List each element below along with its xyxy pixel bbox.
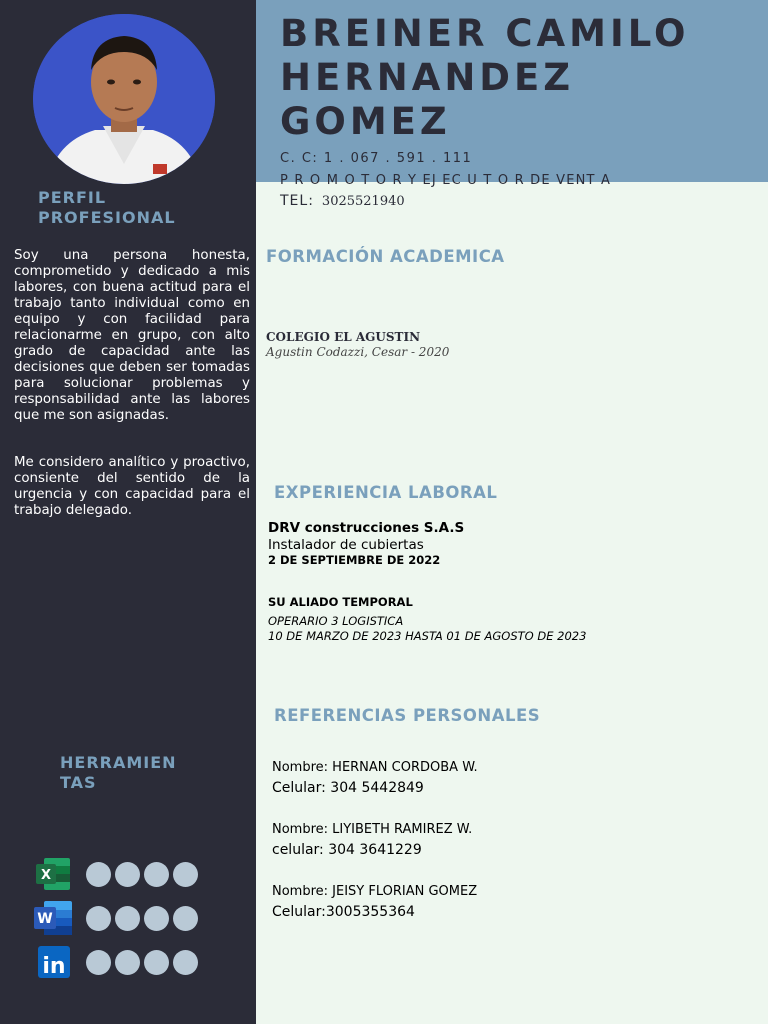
reference-1 — [272, 757, 478, 799]
full-name-line-1: BREINER CAMILO — [280, 12, 690, 55]
skill-dot — [115, 862, 140, 887]
experience-heading: EXPERIENCIA LABORAL — [274, 483, 498, 502]
job-date: 10 DE MARZO DE 2023 HASTA 01 DE AGOSTO DE 2023 — [268, 629, 587, 643]
skill-dot — [115, 950, 140, 975]
tools-heading — [60, 753, 177, 793]
linkedin-icon — [34, 943, 72, 981]
profile-heading-line-2: PROFESIONAL — [38, 208, 176, 227]
skill-dot — [144, 906, 169, 931]
education-entry — [266, 330, 449, 359]
reference-name: Nombre: HERNAN CORDOBA W. — [272, 760, 478, 775]
excel-skill-dots — [86, 862, 198, 887]
tool-row-linkedin — [34, 943, 198, 981]
skill-dot — [144, 950, 169, 975]
skill-dot — [173, 950, 198, 975]
skill-dot — [144, 862, 169, 887]
telephone — [280, 193, 405, 209]
skill-dot — [173, 906, 198, 931]
full-name — [280, 12, 760, 144]
job-entry-2 — [268, 594, 586, 644]
profile-paragraph-2: Me considero analítico y proactivo, consiente del sentido de la urgencia y con capacidad para el trabajo delegado. — [14, 455, 250, 518]
id-number: C. C: 1 . 067 . 591 . 111 — [280, 151, 473, 166]
job-date: 2 DE SEPTIEMBRE DE 2022 — [268, 553, 441, 567]
job-company: DRV construcciones S.A.S — [268, 520, 465, 536]
school-detail: Agustin Codazzi, Cesar - 2020 — [266, 345, 450, 359]
reference-phone: Celular:3005355364 — [272, 904, 415, 920]
skill-dot — [115, 906, 140, 931]
job-entry-1 — [268, 520, 464, 568]
school-name: COLEGIO EL AGUSTIN — [266, 330, 421, 344]
tool-row-excel — [34, 855, 198, 893]
reference-phone: celular: 304 3641229 — [272, 842, 422, 858]
references-heading: REFERENCIAS PERSONALES — [274, 706, 541, 725]
job-company: SU ALIADO TEMPORAL — [268, 595, 413, 609]
reference-3 — [272, 881, 477, 923]
skill-dot — [86, 906, 111, 931]
full-name-line-2: HERNANDEZ — [280, 56, 575, 99]
reference-name: Nombre: JEISY FLORIAN GOMEZ — [272, 884, 478, 899]
job-role: Instalador de cubiertas — [268, 537, 424, 553]
linkedin-skill-dots — [86, 950, 198, 975]
tools-heading-line-1: HERRAMIEN — [60, 753, 177, 772]
tools-heading-line-2: TAS — [60, 773, 97, 792]
skill-dot — [173, 862, 198, 887]
profile-heading — [38, 188, 176, 228]
skill-dot — [86, 862, 111, 887]
job-title: P R O M O T O R Y EJ EC U T O R DE VENT A — [280, 173, 612, 188]
profile-photo-illustration — [33, 14, 215, 184]
telephone-number: 3025521940 — [321, 194, 405, 209]
word-icon-letter: W — [37, 911, 53, 927]
profile-heading-line-1: PERFIL — [38, 188, 107, 207]
linkedin-icon-letter: in — [42, 954, 66, 979]
profile-photo — [33, 14, 215, 184]
reference-2 — [272, 819, 472, 861]
excel-icon-letter: X — [40, 868, 52, 883]
education-heading: FORMACIÓN ACADEMICA — [266, 247, 505, 266]
profile-paragraph-1: Soy una persona honesta, comprometido y dedicado a mis labores, con buena actitud para el trabajo tanto individual como en equipo y con facilidad para relacionarme en grupo, con alto grado de capacidad ante las decisiones que deben ser tomadas para solucionar problemas y responsabilidad ante las labores que me son asignadas. — [14, 248, 250, 423]
reference-phone: Celular: 304 5442849 — [272, 780, 424, 796]
word-skill-dots — [86, 906, 198, 931]
excel-icon — [34, 855, 72, 893]
word-icon — [34, 899, 72, 937]
reference-name: Nombre: LIYIBETH RAMIREZ W. — [272, 822, 473, 837]
job-role: OPERARIO 3 LOGISTICA — [268, 614, 404, 628]
telephone-label: TEL: — [280, 193, 314, 209]
full-name-line-3: GOMEZ — [280, 100, 451, 143]
tool-row-word — [34, 899, 198, 937]
skill-dot — [86, 950, 111, 975]
